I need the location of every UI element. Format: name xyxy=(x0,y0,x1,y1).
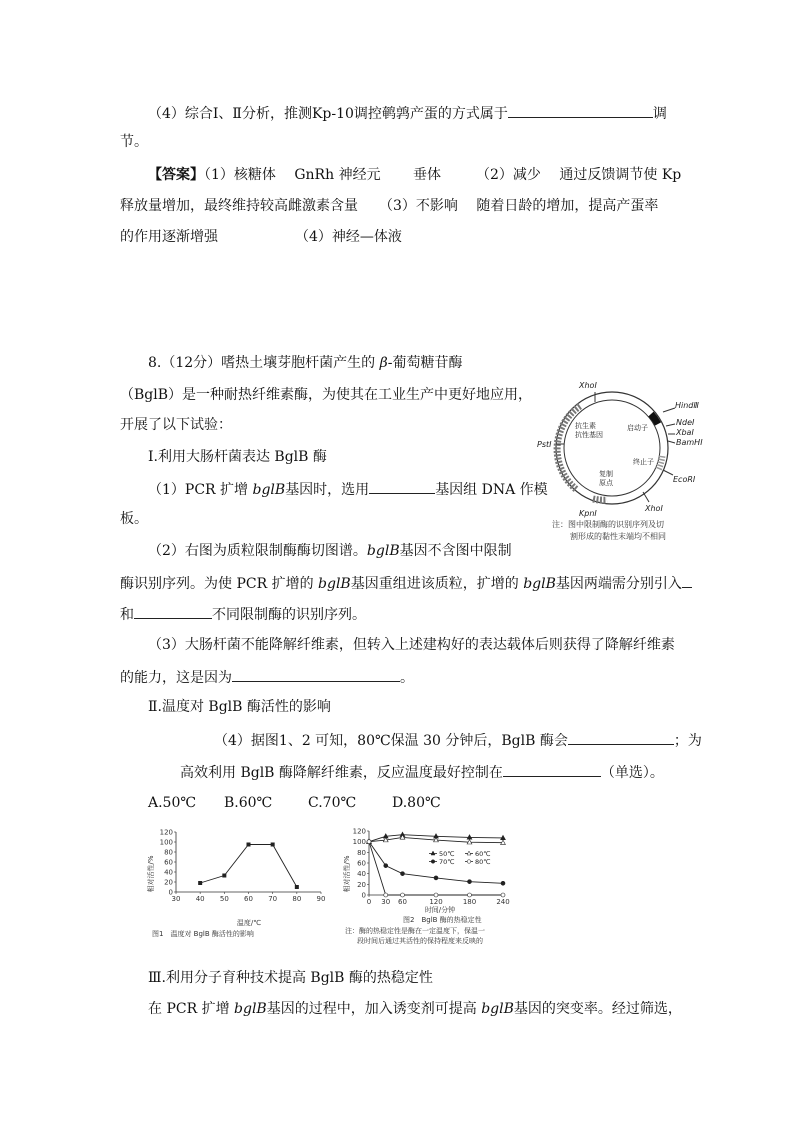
chart2-note-1: 注：酶的热稳定性是酶在一定温度下，保温一 xyxy=(345,927,485,935)
p4-text-a: （4）据图1、2 可知，80℃保温 30 分钟后，BglB 酶会 xyxy=(214,733,568,749)
plasmid-note-2: 割形成的黏性末端均不相同 xyxy=(570,532,666,541)
section-1-heading xyxy=(148,448,327,466)
chart2-point xyxy=(468,893,472,897)
chart2-y-tick-label: 80 xyxy=(357,848,366,857)
section-2-text: Ⅱ.温度对 BglB 酶活性的影响 xyxy=(148,699,331,715)
answer-text-1: （1）核糖体 GnRh 神经元 垂体 （2）减少 通过反馈调节使 Kp xyxy=(204,167,682,183)
chart1-y-tick-label: 20 xyxy=(164,878,173,887)
section-3-heading xyxy=(148,969,433,987)
q8-text-2: （BglB）是一种耐热纤维素酶，为使其在工业生产中更好地应用， xyxy=(120,387,533,403)
chart1-x-tick-label: 40 xyxy=(195,895,205,903)
chart2-legend-marker xyxy=(431,860,435,864)
chart1-x-tick-label: 80 xyxy=(292,895,302,903)
chart1-point xyxy=(198,881,202,885)
p2-text-g: 不同限制酶的识别序列。 xyxy=(212,607,366,623)
chart2-point xyxy=(367,840,371,844)
site-xho-bottom: XhoⅠ xyxy=(645,504,663,513)
chart2-y-tick-label: 40 xyxy=(357,870,366,879)
q8-line-2 xyxy=(120,386,532,404)
q8-title xyxy=(148,354,462,372)
q4-answer-blank[interactable] xyxy=(508,103,653,118)
site-nde: NdeⅠ xyxy=(676,418,695,427)
q8-p1 xyxy=(148,479,548,499)
q8-p2-line3 xyxy=(120,604,366,624)
answer-text-2: 释放量增加，最终维持较高雌激素含量 （3）不影响 随着日龄的增加，提高产蛋率 xyxy=(120,198,659,214)
chart1-y-tick-label: 0 xyxy=(168,888,173,897)
chart2-x-tick-label: 120 xyxy=(429,898,443,906)
chart2-legend-marker xyxy=(467,860,471,864)
chart2-y-tick-label: 0 xyxy=(361,891,366,900)
p2-text-e: 基因两端需分别引入 xyxy=(555,576,682,592)
chart1-title: 图1 温度对 BglB 酶活性的影响 xyxy=(152,930,254,938)
p2-gene: bglB xyxy=(366,543,400,559)
chart2-note-2: 段时间后通过其活性的保持程度来反映的 xyxy=(357,937,483,945)
chart1-point xyxy=(247,843,251,847)
chart1-x-tick-label: 70 xyxy=(268,895,278,903)
p2-text-a: （2）右图为质粒限制酶酶切图谱。 xyxy=(148,543,367,559)
chart2-x-tick-label: 0 xyxy=(366,898,372,906)
p1-text-b: 基因时，选用 xyxy=(285,482,370,498)
q4-text-end: 调 xyxy=(652,106,667,122)
chart1-ylabel: 相对活性/% xyxy=(147,855,155,893)
chart2-y-tick-label: 100 xyxy=(352,838,366,847)
chart2-point xyxy=(501,881,505,885)
p3-text-c: 。 xyxy=(400,670,414,686)
options-row xyxy=(148,794,441,812)
hind-tick xyxy=(663,408,675,412)
chart2-point xyxy=(501,893,505,897)
q8-p2-line2 xyxy=(120,573,692,593)
chart1-y-tick-label: 80 xyxy=(164,848,173,857)
site-eco: EcoRⅠ xyxy=(673,475,696,484)
p1-answer-blank[interactable] xyxy=(369,479,435,494)
chart2-x-tick-label: 240 xyxy=(496,898,510,906)
label-promoter: 启动子 xyxy=(627,424,648,432)
chart2-legend-label: 60℃ xyxy=(475,850,491,858)
plasmid-map xyxy=(527,378,707,518)
chart2-xlabel: 时间/分钟 xyxy=(424,906,456,914)
nde-tick xyxy=(666,424,675,426)
chart1-y-tick-label: 120 xyxy=(159,828,173,837)
p4-text-c: 高效利用 BglB 酶降解纤维素，反应温度最好控制在 xyxy=(180,765,503,781)
chart-thermal-stability xyxy=(343,822,523,948)
section-2-heading xyxy=(148,698,331,716)
label-resistance-2: 抗性基因 xyxy=(575,431,603,439)
label-origin-1: 复制 xyxy=(599,470,613,478)
p1-text-a: （1）PCR 扩增 xyxy=(148,482,253,498)
bam-tick xyxy=(668,441,675,443)
site-xho-top: XhoⅠ xyxy=(579,381,597,390)
option-c[interactable]: C.70℃ xyxy=(308,795,357,811)
chart2-y-tick-label: 60 xyxy=(357,859,366,868)
site-bam: BamHⅠ xyxy=(676,438,703,447)
p2-gene-3: bglB xyxy=(523,576,556,592)
site-xba: XbaⅠ xyxy=(676,428,694,437)
xho-bottom-tick xyxy=(643,492,649,502)
p1-text-c: 基因组 DNA 作模 xyxy=(435,482,548,498)
chart1-x-tick-label: 30 xyxy=(171,895,181,903)
chart1-point xyxy=(271,843,275,847)
chart2-legend-marker xyxy=(431,851,435,855)
answer-text-3: 的作用逐渐增强 （4）神经—体液 xyxy=(120,229,402,245)
chart1-point xyxy=(222,874,226,878)
q8-p4-line2 xyxy=(180,762,664,782)
p3-answer-blank[interactable] xyxy=(232,667,400,682)
q4-text-2: 节。 xyxy=(120,134,148,150)
p2-answer-blank-1[interactable] xyxy=(682,573,692,588)
site-hind: HindⅢ xyxy=(675,401,699,410)
option-a[interactable]: A.50℃ xyxy=(148,795,197,811)
q4-line-2 xyxy=(120,133,148,151)
chart1-x-tick-label: 90 xyxy=(316,895,326,903)
chart1-series-line-0 xyxy=(200,845,297,888)
q8-p3 xyxy=(148,636,675,654)
p5-text-a: 在 PCR 扩增 xyxy=(148,1001,235,1017)
label-origin-2: 原点 xyxy=(599,479,613,487)
chart2-point xyxy=(401,872,405,876)
chart1-y-tick-label: 60 xyxy=(164,858,173,867)
p4-text-b: ；为 xyxy=(673,733,702,749)
q8-p1-end xyxy=(120,510,148,528)
chart2-legend-label: 80℃ xyxy=(475,858,491,866)
chart2-point xyxy=(401,893,405,897)
p2-text-c: 酶识别序列。为使 PCR 扩增的 xyxy=(120,576,319,592)
q8-line-3 xyxy=(120,416,232,434)
label-resistance-1: 抗生素 xyxy=(575,422,596,430)
chart2-x-tick-label: 30 xyxy=(381,898,391,906)
chart2-point xyxy=(384,893,388,897)
p5-gene-2: bglB xyxy=(481,1001,514,1017)
chart-temperature-activity xyxy=(146,822,326,942)
chart2-ylabel: 相对活性/% xyxy=(343,855,351,893)
p5-text-c: 基因的突变率。经过筛选， xyxy=(513,1001,682,1017)
q8-p2 xyxy=(148,542,512,560)
chart1-x-tick-label: 50 xyxy=(219,895,229,903)
answer-line-1 xyxy=(148,166,681,184)
kpn-segment xyxy=(593,499,607,500)
section-3-text: Ⅲ.利用分子育种技术提高 BglB 酶的热稳定性 xyxy=(148,970,433,986)
p4-text-d: （单选）。 xyxy=(600,765,664,781)
q8-text-3: 开展了以下试验： xyxy=(120,417,232,433)
chart2-y-tick-label: 20 xyxy=(357,880,366,889)
option-d[interactable]: D.80℃ xyxy=(392,795,441,811)
chart2-point xyxy=(384,864,388,868)
chart1-y-tick-label: 100 xyxy=(159,838,173,847)
q8-beta: β xyxy=(379,355,388,371)
p2-text-b: 基因不含图中限制 xyxy=(399,543,512,559)
chart2-legend-marker xyxy=(467,851,471,855)
chart1-point xyxy=(295,885,299,889)
chart2-x-tick-label: 180 xyxy=(462,898,477,906)
chart2-point xyxy=(468,880,472,884)
p2-gene-2: bglB xyxy=(318,576,351,592)
q8-title-text: 8.（12分）嗜热土壤芽胞杆菌产生的 xyxy=(148,355,380,371)
q8-p5 xyxy=(148,1000,682,1018)
p2-answer-blank-2[interactable] xyxy=(134,604,212,619)
eco-tick xyxy=(663,470,673,475)
p2-text-d: 基因重组进该质粒，扩增的 xyxy=(350,576,524,592)
chart1-xlabel: 温度/℃ xyxy=(236,919,262,927)
site-pst: PstⅠ xyxy=(537,440,552,449)
p4-answer-blank-1[interactable] xyxy=(568,730,674,745)
chart1-x-tick-label: 60 xyxy=(244,895,253,903)
answer-line-2 xyxy=(120,197,658,215)
chart2-legend-label: 70℃ xyxy=(439,858,455,866)
p2-text-f: 和 xyxy=(120,607,134,623)
p3-text-a: （3）大肠杆菌不能降解纤维素，但转入上述建构好的表达载体后则获得了降解纤维素 xyxy=(148,637,675,653)
resistance-gene-segment xyxy=(557,406,580,490)
option-b[interactable]: B.60℃ xyxy=(224,795,273,811)
answer-label: 【答案】 xyxy=(148,167,204,183)
p1-gene: bglB xyxy=(252,482,286,498)
p1-text-d: 板。 xyxy=(120,511,148,527)
p3-text-b: 的能力，这是因为 xyxy=(120,670,232,686)
chart2-point xyxy=(434,893,438,897)
plasmid-note-1: 注：图中限制酶的识别序列及切 xyxy=(552,520,664,529)
q4-line-1 xyxy=(148,103,667,123)
site-kpn: KpnⅠ xyxy=(579,509,597,518)
label-terminator: 终止子 xyxy=(633,458,654,466)
q8-p4 xyxy=(214,730,702,750)
q8-title-text-2: -葡萄糖苷酶 xyxy=(387,355,463,371)
p5-text-b: 基因的过程中，加入诱变剂可提高 xyxy=(266,1001,482,1017)
section-1-text: Ⅰ.利用大肠杆菌表达 BglB 酶 xyxy=(148,449,327,465)
q8-p3-line2 xyxy=(120,667,414,687)
chart2-y-tick-label: 120 xyxy=(352,827,366,836)
chart2-point xyxy=(434,876,438,880)
q4-text: （4）综合Ⅰ、Ⅱ分析，推测Kp-10调控鹌鹑产蛋的方式属于 xyxy=(148,106,508,122)
chart1-y-tick-label: 40 xyxy=(164,868,173,877)
chart2-title: 图2 BglB 酶的热稳定性 xyxy=(403,916,482,924)
p5-gene: bglB xyxy=(234,1001,267,1017)
answer-line-3 xyxy=(120,228,402,246)
chart2-x-tick-label: 60 xyxy=(398,898,407,906)
chart2-legend-label: 50℃ xyxy=(439,850,455,858)
p4-answer-blank-2[interactable] xyxy=(503,762,601,777)
